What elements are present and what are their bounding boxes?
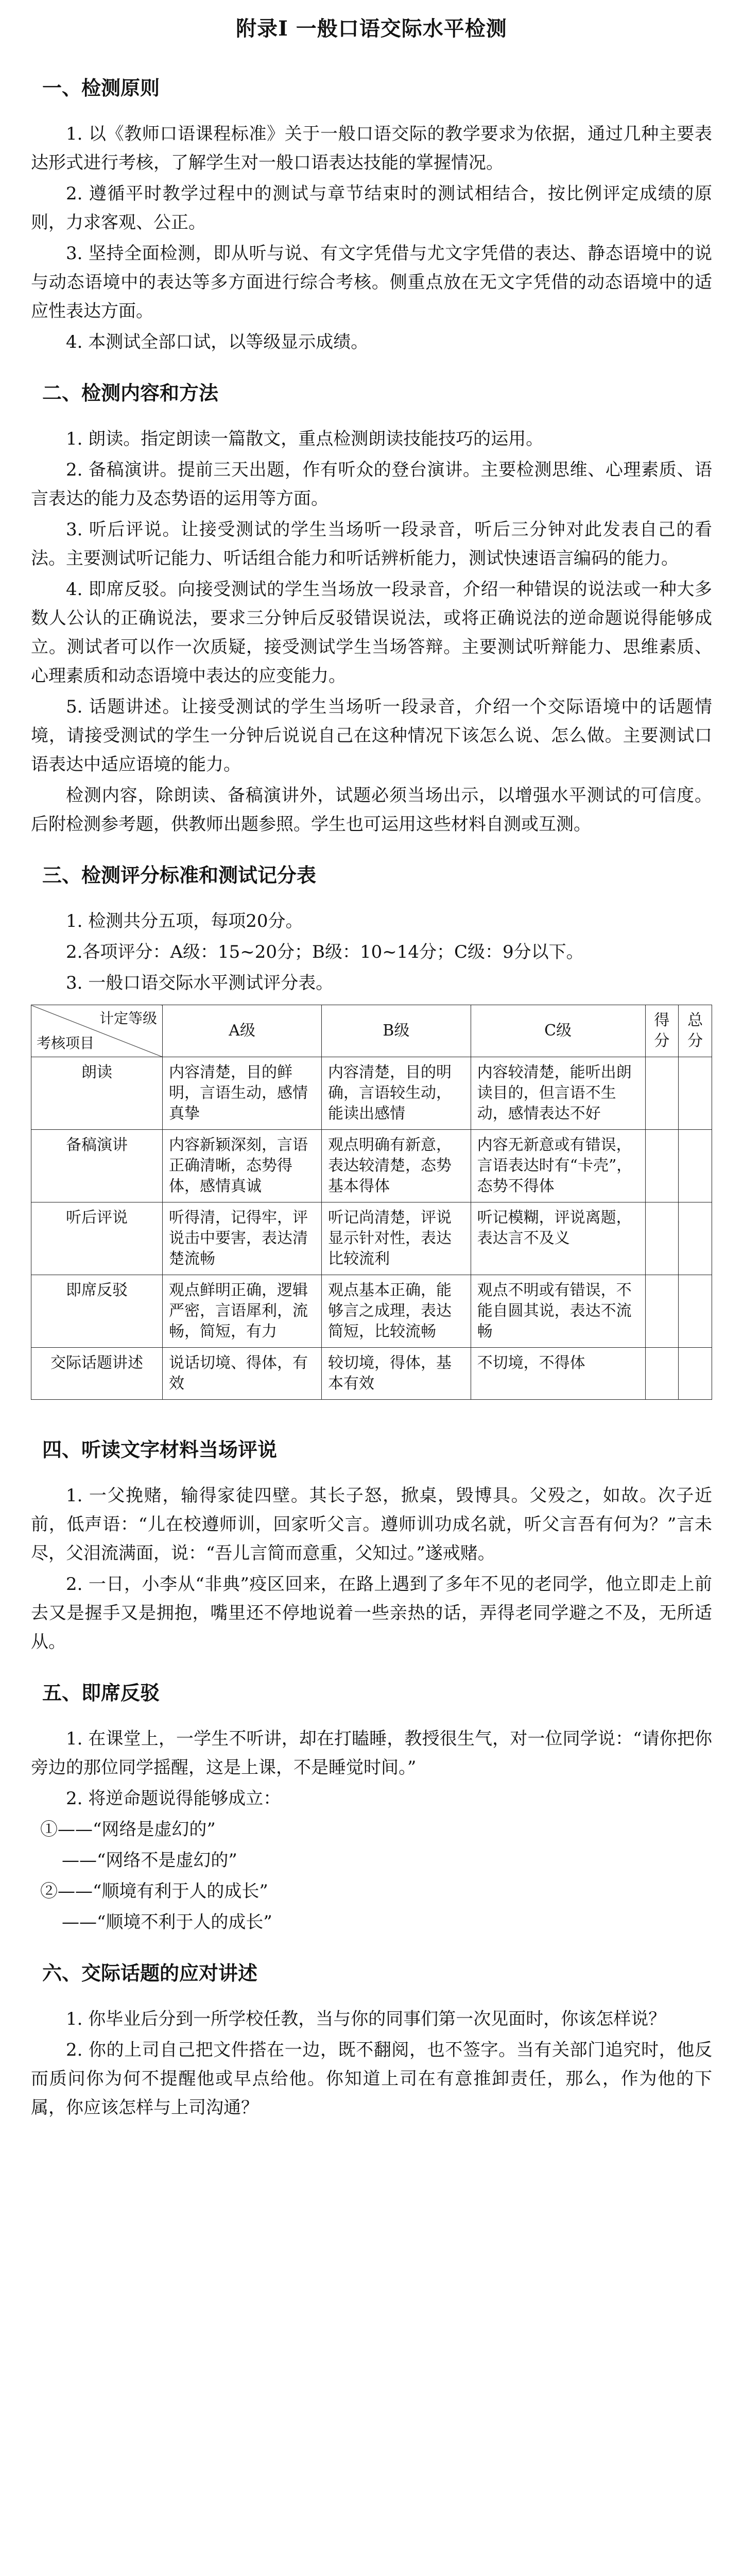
paragraph: 3. 听后评说。让接受测试的学生当场听一段录音，听后三分钟对此发表自己的看法。主要测试听记能力、听话组合能力和听话辨析能力，测试快速语言编码的能力。 [31, 519, 712, 569]
section-content-methods [31, 379, 712, 839]
a-level-cell: 听得清，记得牢，评说击中要害，表达清楚流畅 [163, 1202, 322, 1275]
column-header: 得分 [645, 1005, 679, 1057]
a-level-cell: 内容清楚，目的鲜明，言语生动，感情真挚 [163, 1057, 322, 1130]
proposition-option: ——“网络不是虚幻的” [62, 1850, 237, 1871]
column-header: A级 [163, 1005, 322, 1057]
paragraph: 5. 话题讲述。让接受测试的学生当场听一段录音，介绍一个交际语境中的话题情境，请接受测试的学生一分钟后说说自己在这种情况下该怎么说、怎么做。主要测试口语表达中适应语境的能力。 [31, 697, 712, 775]
paragraph: 1. 一父挽赌，输得家徒四壁。其长子怒，掀桌，毁博具。父殁之，如故。次子近前，低声语：“儿在校遵师训，回家听父言。遵师训功成名就，听父言吾有何为？”言未尽，父泪流满面，说：“吾儿言简而意重，父知过。”遂戒赌。 [31, 1485, 712, 1564]
total-cell [679, 1275, 712, 1348]
c-level-cell: 听记模糊，评说离题，表达言不及义 [471, 1202, 645, 1275]
paragraph: 2. 你的上司自己把文件搭在一边，既不翻阅，也不签字。当有关部门追究时，他反而质问你为何不提醒他或早点给他。你知道上司在有意推卸责任，那么，作为他的下属，你应该怎样与上司沟通？ [31, 2040, 712, 2118]
total-cell [679, 1130, 712, 1202]
corner-top-label: 计定等级 [99, 1010, 157, 1027]
document-title: 附录Ⅰ 一般口语交际水平检测 [236, 16, 507, 41]
paragraph: 1. 在课堂上，一学生不听讲，却在打瞌睡，教授很生气，对一位同学说：“请你把你旁边的那位同学摇醒，这是上课，不是睡觉时间。” [31, 1728, 712, 1778]
paragraph: 2. 遵循平时教学过程中的测试与章节结束时的测试相结合，按比例评定成绩的原则，力求客观、公正。 [31, 183, 712, 233]
corner-bottom-label: 考核项目 [37, 1035, 95, 1052]
b-level-cell: 观点明确有新意，表达较清楚，态势基本得体 [322, 1130, 471, 1202]
score-cell [645, 1130, 679, 1202]
paragraph: 1. 你毕业后分到一所学校任教，当与你的同事们第一次见面时，你该怎样说？ [66, 2009, 666, 2029]
b-level-cell: 内容清楚，目的明确，言语较生动，能读出感情 [322, 1057, 471, 1130]
table-row [31, 1130, 712, 1202]
b-level-cell: 观点基本正确，能够言之成理，表达简短，比较流畅 [322, 1275, 471, 1348]
row-item-cell: 交际话题讲述 [31, 1348, 163, 1400]
score-cell [645, 1348, 679, 1400]
paragraph: 2. 备稿演讲。提前三天出题，作有听众的登台演讲。主要检测思维、心理素质、语言表达的能力及态势语的运用等方面。 [31, 460, 712, 509]
a-level-cell: 说话切境、得体，有效 [163, 1348, 322, 1400]
paragraph: 1. 以《教师口语课程标准》关于一般口语交际的教学要求为依据，通过几种主要表达形式进行考核，了解学生对一般口语表达技能的掌握情况。 [31, 124, 712, 173]
score-cell [645, 1202, 679, 1275]
c-level-cell: 观点不明或有错误，不能自圆其说，表达不流畅 [471, 1275, 645, 1348]
b-level-cell: 听记尚清楚，评说显示针对性，表达比较流利 [322, 1202, 471, 1275]
column-header: C级 [471, 1005, 645, 1057]
paragraph: 3. 坚持全面检测，即从听与说、有文字凭借与尤文字凭借的表达、静态语境中的说与动态语境中的表达等多方面进行综合考核。侧重点放在无文字凭借的动态语境中的适应性表达方面。 [31, 243, 712, 321]
section-title: 二、检测内容和方法 [42, 381, 219, 404]
section-title: 四、听读文字材料当场评说 [42, 1438, 278, 1461]
table-row [31, 1275, 712, 1348]
b-level-cell: 较切境，得体，基本有效 [322, 1348, 471, 1400]
total-cell [679, 1202, 712, 1275]
paragraph: 4. 本测试全部口试，以等级显示成绩。 [66, 332, 369, 352]
score-cell [645, 1275, 679, 1348]
row-item-cell: 朗读 [31, 1057, 163, 1130]
paragraph: 检测内容，除朗读、备稿演讲外，试题必须当场出示，以增强水平测试的可信度。后附检测参考题，供教师出题参照。学生也可运用这些材料自测或互测。 [31, 785, 712, 835]
score-cell [645, 1057, 679, 1130]
section-scoring [31, 861, 712, 1400]
table-row [31, 1348, 712, 1400]
row-item-cell: 备稿演讲 [31, 1130, 163, 1202]
row-item-cell: 即席反驳 [31, 1275, 163, 1348]
column-header: 总分 [679, 1005, 712, 1057]
table-row [31, 1057, 712, 1130]
table-header-row [31, 1005, 712, 1057]
section-title: 三、检测评分标准和测试记分表 [42, 863, 317, 887]
paragraph: 1. 检测共分五项，每项20分。 [66, 911, 303, 931]
total-cell [679, 1348, 712, 1400]
paragraph: 2. 将逆命题说得能够成立： [66, 1788, 281, 1809]
paragraph: 2. 一日，小李从“非典”疫区回来，在路上遇到了多年不见的老同学，他立即走上前去又是握手又是拥抱，嘴里还不停地说着一些亲热的话，弄得老同学避之不及，无所适从。 [31, 1574, 712, 1652]
section-listen-comment [31, 1436, 712, 1656]
section-title: 五、即席反驳 [42, 1681, 160, 1704]
c-level-cell: 内容无新意或有错误，言语表达时有“卡壳”，态势不得体 [471, 1130, 645, 1202]
section-rebuttal [31, 1679, 712, 1937]
section-title: 六、交际话题的应对讲述 [42, 1961, 258, 1985]
paragraph: 2.各项评分：A级：15~20分；B级：10~14分；C级：9分以下。 [66, 942, 584, 962]
table-row [31, 1202, 712, 1275]
proposition-option: ——“顺境不利于人的成长” [62, 1912, 272, 1933]
proposition-option: ①——“网络是虚幻的” [40, 1819, 216, 1840]
table-corner-cell [31, 1005, 163, 1057]
a-level-cell: 观点鲜明正确，逻辑严密，言语犀利，流畅，简短，有力 [163, 1275, 322, 1348]
proposition-option: ②——“顺境有利于人的成长” [40, 1881, 268, 1902]
paragraph: 1. 朗读。指定朗读一篇散文，重点检测朗读技能技巧的运用。 [66, 429, 544, 449]
section-title: 一、检测原则 [42, 76, 160, 99]
total-cell [679, 1057, 712, 1130]
c-level-cell: 不切境，不得体 [471, 1348, 645, 1400]
row-item-cell: 听后评说 [31, 1202, 163, 1275]
column-header: B级 [322, 1005, 471, 1057]
paragraph: 4. 即席反驳。向接受测试的学生当场放一段录音，介绍一种错误的说法或一种大多数人公认的正确说法，要求三分钟后反驳错误说法，或将正确说法的逆命题说得能够成立。测试者可以作一次质疑，接受测试学生当场答辩。主要测试听辩能力、思维素质、心理素质和动态语境中表达的应变能力。 [31, 579, 712, 686]
section-principles [31, 74, 712, 357]
c-level-cell: 内容较清楚，能听出朗读目的，但言语不生动，感情表达不好 [471, 1057, 645, 1130]
paragraph: 3. 一般口语交际水平测试评分表。 [66, 973, 334, 993]
score-table [31, 1005, 712, 1400]
a-level-cell: 内容新颖深刻，言语正确清晰，态势得体，感情真诚 [163, 1130, 322, 1202]
section-topic-narration [31, 1959, 712, 2122]
